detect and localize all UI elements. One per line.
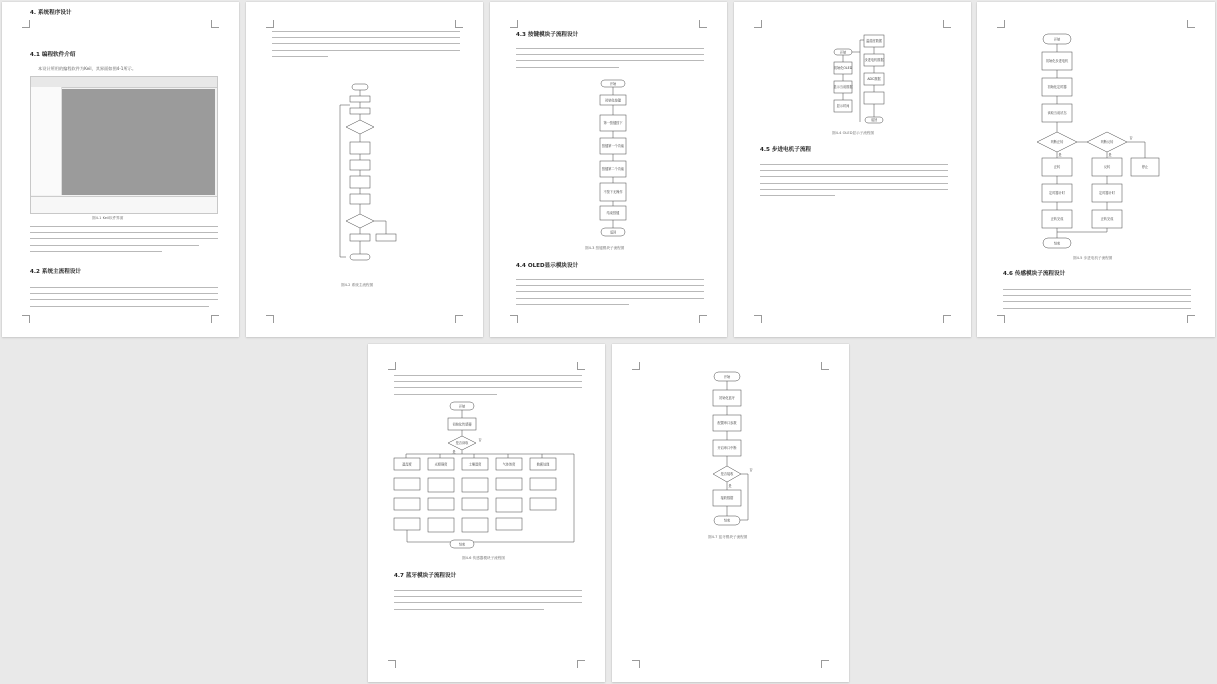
flow-node-label: 开始	[1053, 37, 1061, 42]
body-text	[394, 590, 582, 615]
flow-node-label: 返回	[609, 230, 617, 235]
body-text	[30, 226, 218, 257]
flow-node-label: 正转完成	[1100, 217, 1114, 221]
figure-caption: 图4-1 Keil软件界面	[92, 216, 124, 220]
flow-node-label: 步进电机数据	[864, 58, 884, 62]
body-text	[30, 287, 218, 312]
flow-condition: 否	[749, 468, 753, 472]
flow-node-label: 读取当前状态	[1047, 111, 1067, 115]
flow-condition: 否	[478, 438, 482, 442]
flow-condition: 是	[1108, 153, 1112, 157]
flow-node-label: 温湿度	[402, 462, 412, 467]
flow-node-label: 数据处理	[536, 462, 550, 467]
flow-node-label: 开始	[458, 404, 466, 409]
flow-node-label: 初始化定时器	[1047, 85, 1067, 89]
document-page-6[interactable]	[368, 344, 605, 682]
flow-node-label: 光照强度	[434, 462, 448, 467]
figure-caption: 图4-6 传感器模块子流程图	[462, 556, 505, 560]
paragraph-text: 本设计所用的编程软件为Keil，其界面如图4-1所示。	[38, 66, 137, 71]
flow-condition: 是	[728, 484, 732, 488]
oled-flowchart	[830, 32, 892, 130]
flow-node-label: 不按下无操作	[603, 190, 623, 194]
flow-node-label: 结束	[458, 542, 466, 547]
flow-node-label: 定时器计时	[1099, 191, 1115, 195]
main-flowchart	[336, 82, 416, 277]
flow-node-label: 开启串口中断	[717, 446, 737, 450]
flow-node-label: 接收数据	[720, 496, 734, 500]
flow-node-label: 按键第二个功能	[601, 167, 625, 171]
body-text	[394, 375, 582, 400]
flow-node-label: 显示当前数据	[833, 85, 853, 89]
sensor-flowchart	[394, 400, 586, 555]
flow-condition: 是	[452, 450, 456, 454]
flow-node-label: 返回	[870, 118, 878, 122]
flow-node-label: 初始化步进电机	[1045, 59, 1069, 63]
document-page-1[interactable]	[2, 2, 239, 337]
section-heading: 4.7 蓝牙模块子流程设计	[394, 573, 457, 579]
flow-node-label: 按键第一个功能	[601, 144, 625, 148]
section-heading: 4.2 系统主流程设计	[30, 269, 82, 275]
flow-node-label: 初始化按键	[605, 98, 621, 103]
flow-node-label: 温湿度数据	[866, 39, 882, 43]
section-heading: 4.5 步进电机子流程	[760, 147, 812, 153]
flow-node-label: 停止	[1141, 165, 1149, 169]
document-page-3[interactable]	[490, 2, 727, 337]
body-text	[1003, 289, 1191, 314]
flow-node-label: ADC数据	[867, 77, 881, 81]
section-heading: 4.6 传感模块子流程设计	[1003, 271, 1066, 277]
flow-node-label: 是否读取	[455, 441, 469, 445]
flow-node-label: 判断反转	[1100, 140, 1114, 144]
bluetooth-flowchart	[708, 370, 758, 535]
section-heading: 4.4 OLED显示模块设计	[516, 263, 579, 269]
flow-node-label: 判断正转	[1050, 140, 1064, 144]
section-heading: 4.1 编程软件介绍	[30, 52, 76, 58]
figure-caption: 图4-3 按键模块子流程图	[585, 246, 625, 250]
body-text	[516, 48, 704, 73]
document-page-4[interactable]	[734, 2, 971, 337]
body-text	[272, 31, 460, 62]
figure-caption: 图4-4 OLED显示子流程图	[832, 131, 875, 135]
document-page-2[interactable]	[246, 2, 483, 337]
figure-caption: 图4-7 蓝牙模块子流程图	[708, 535, 748, 539]
flow-node-label: 定时器计时	[1049, 191, 1065, 195]
flow-node-label: 结束	[1053, 241, 1061, 246]
figure-caption: 图4-5 步进电机子流程图	[1073, 256, 1113, 260]
flow-node-label: 配置串口参数	[717, 421, 737, 425]
body-text	[516, 279, 704, 310]
flow-condition: 是	[1058, 153, 1062, 157]
flow-node-label: 正转	[1053, 165, 1061, 169]
flow-node-label: 是否接收	[720, 472, 734, 476]
flow-condition: 否	[1129, 136, 1133, 140]
key-module-flowchart	[596, 78, 630, 243]
flow-node-label: 开始	[723, 375, 731, 379]
flow-node-label: 第一按键按下	[603, 121, 623, 125]
flow-node-label: 初始化传感器	[452, 422, 472, 427]
flow-node-label: 反转	[1103, 165, 1111, 169]
flow-node-label: 初始化OLED	[833, 66, 853, 70]
flow-node-label: 正转完成	[1050, 217, 1064, 221]
figure-caption: 图4-2 系统主流程图	[341, 283, 374, 287]
document-page-7[interactable]	[612, 344, 849, 682]
flow-node-label: 开始	[839, 50, 847, 55]
flow-node-label: 显示时间	[836, 104, 850, 108]
flow-node-label: 结束按键	[606, 211, 620, 215]
body-text	[760, 164, 948, 201]
chapter-heading: 4. 系统程序设计	[30, 10, 72, 16]
flow-node-label: 气体浓度	[502, 462, 516, 467]
stepper-flowchart	[1035, 32, 1175, 254]
flow-node-label: 结束	[723, 518, 731, 523]
software-screenshot	[30, 76, 218, 214]
flow-node-label: 土壤湿度	[468, 462, 482, 467]
flow-node-label: 初始化蓝牙	[719, 396, 735, 400]
section-heading: 4.3 按键模块子流程设计	[516, 32, 579, 38]
flow-node-label: 开始	[609, 82, 617, 86]
document-page-5[interactable]	[977, 2, 1215, 337]
